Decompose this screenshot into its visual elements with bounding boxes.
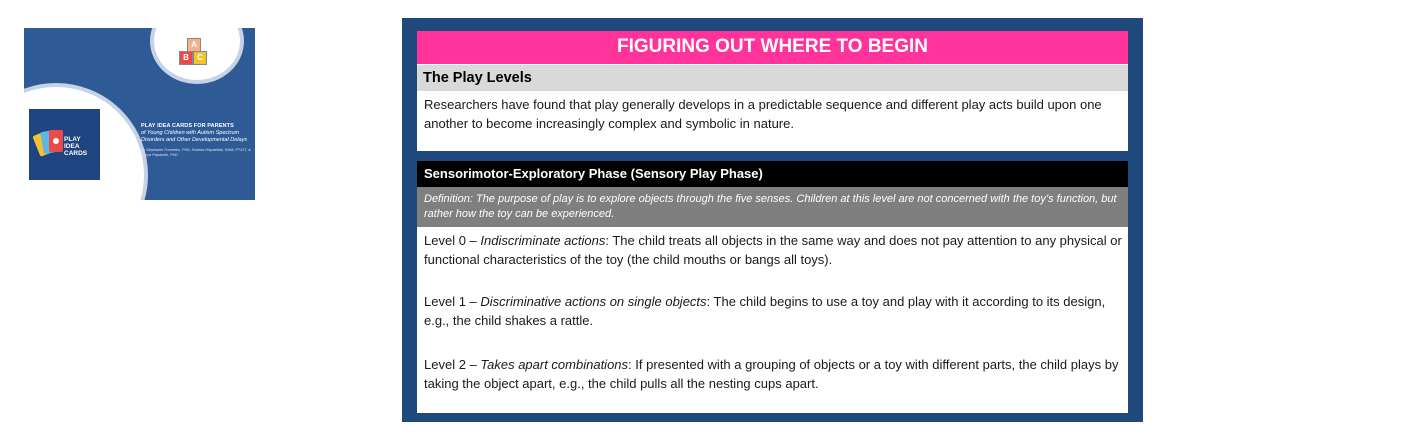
definition-bar bbox=[417, 187, 1128, 227]
play-levels-heading: The Play Levels bbox=[417, 65, 1128, 91]
toy-blocks-icon bbox=[176, 38, 210, 68]
sensorimotor-phase-panel bbox=[417, 161, 1128, 413]
block-icon: C bbox=[193, 51, 207, 65]
level-2-text: Level 2 – Takes apart combinations: If presented with a grouping of objects or a toy with different parts, the child plays by taking the object apart, e.g., the child pulls all the nesting cups apart. bbox=[424, 357, 1119, 391]
block-icon: B bbox=[179, 51, 193, 65]
thumbnail-subtitle: of Young Children with Autism Spectrum Disorders and Other Developmental Delays bbox=[141, 130, 248, 143]
thumbnail-title: PLAY IDEA CARDS FOR PARENTS bbox=[141, 123, 234, 129]
logo-text: PLAY IDEA CARDS bbox=[64, 136, 88, 157]
play-levels-panel bbox=[417, 31, 1128, 151]
thumbnail-title-block bbox=[141, 123, 253, 157]
definition-text: Definition: The purpose of play is to explore objects through the five senses. Children at this level are not concerned with the toy’s function, but rather how the toy can be experienced. bbox=[424, 193, 1117, 220]
phase-heading: Sensorimotor-Exploratory Phase (Sensory Play Phase) bbox=[417, 161, 1128, 187]
level-1-text: Level 1 – Discriminative actions on single objects: The child begins to use a toy and play with it according to its design, e.g., the child shakes a rattle. bbox=[424, 294, 1106, 328]
level-0-text: Level 0 – Indiscriminate actions: The child treats all objects in the same way and does not pay attention to any physical or functional characteristics of the toy (the child mouths or bangs all toys). bbox=[424, 233, 1122, 267]
main-slide bbox=[402, 18, 1143, 422]
slide-thumbnail[interactable] bbox=[24, 28, 255, 200]
block-icon: A bbox=[187, 38, 201, 52]
slide-banner-title: FIGURING OUT WHERE TO BEGIN bbox=[417, 31, 1128, 64]
play-levels-text: Researchers have found that play generally develops in a predictable sequence and different play acts build upon one another to become increasingly complex and symbolic in nature. bbox=[424, 97, 1102, 131]
thumbnail-authors: by Stephanie Fomenko, PhD, Kristina Hepathida, RAM, PT/OT, & Tonya Papandis, PhD bbox=[141, 148, 251, 157]
